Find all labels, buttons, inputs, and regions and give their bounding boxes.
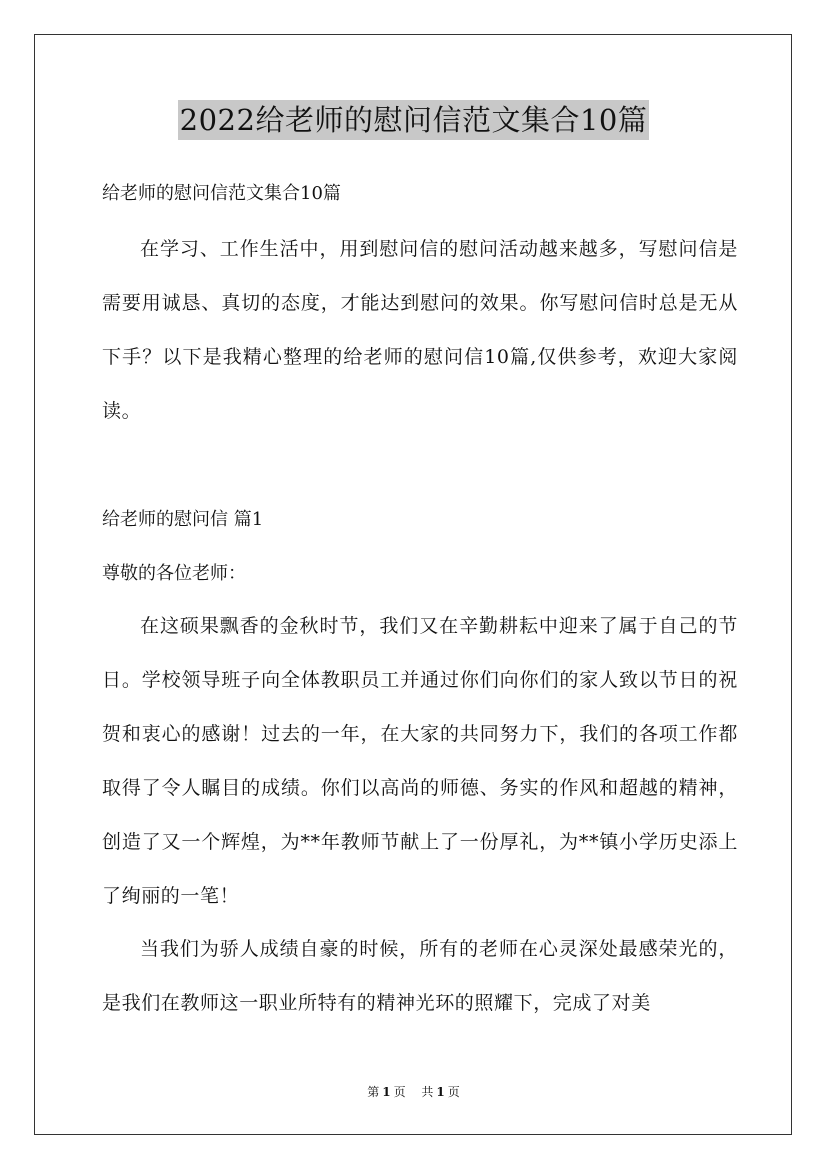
document-title: 2022给老师的慰问信范文集合10篇 [178, 100, 650, 140]
letter-paragraph-1: 在这硕果飘香的金秋时节，我们又在辛勤耕耘中迎来了属于自己的节日。学校领导班子向全体教职员工并通过你们向你们的家人致以节日的祝贺和衷心的感谢！过去的一年，在大家的共同努力下，我们的各项工作都取得了令人瞩目的成绩。你们以高尚的师德、务实的作风和超越的精神，创造了又一个辉煌，为**年教师节献上了一份厚礼，为**镇小学历史添上了绚丽的一笔！ [102, 615, 738, 907]
section-heading: 给老师的慰问信 篇1 [102, 509, 264, 530]
intro-paragraph: 在学习、工作生活中，用到慰问信的慰问活动越来越多，写慰问信是需要用诚恳、真切的态度，才能达到慰问的效果。你写慰问信时总是无从下手？以下是我精心整理的给老师的慰问信10篇,仅供参考，欢迎大家阅读。 [102, 238, 738, 422]
document-subtitle: 给老师的慰问信范文集合10篇 [102, 183, 341, 204]
page-number: 第 1 页 [367, 1085, 406, 1099]
letter-paragraph-2: 当我们为骄人成绩自豪的时候，所有的老师在心灵深处最感荣光的，是我们在教师这一职业所特有的精神光环的照耀下，完成了对美 [102, 938, 738, 1014]
salutation: 尊敬的各位老师： [102, 563, 246, 584]
title-container [0, 100, 827, 140]
page-total: 共 1 页 [421, 1085, 460, 1099]
page-footer [0, 1084, 827, 1100]
